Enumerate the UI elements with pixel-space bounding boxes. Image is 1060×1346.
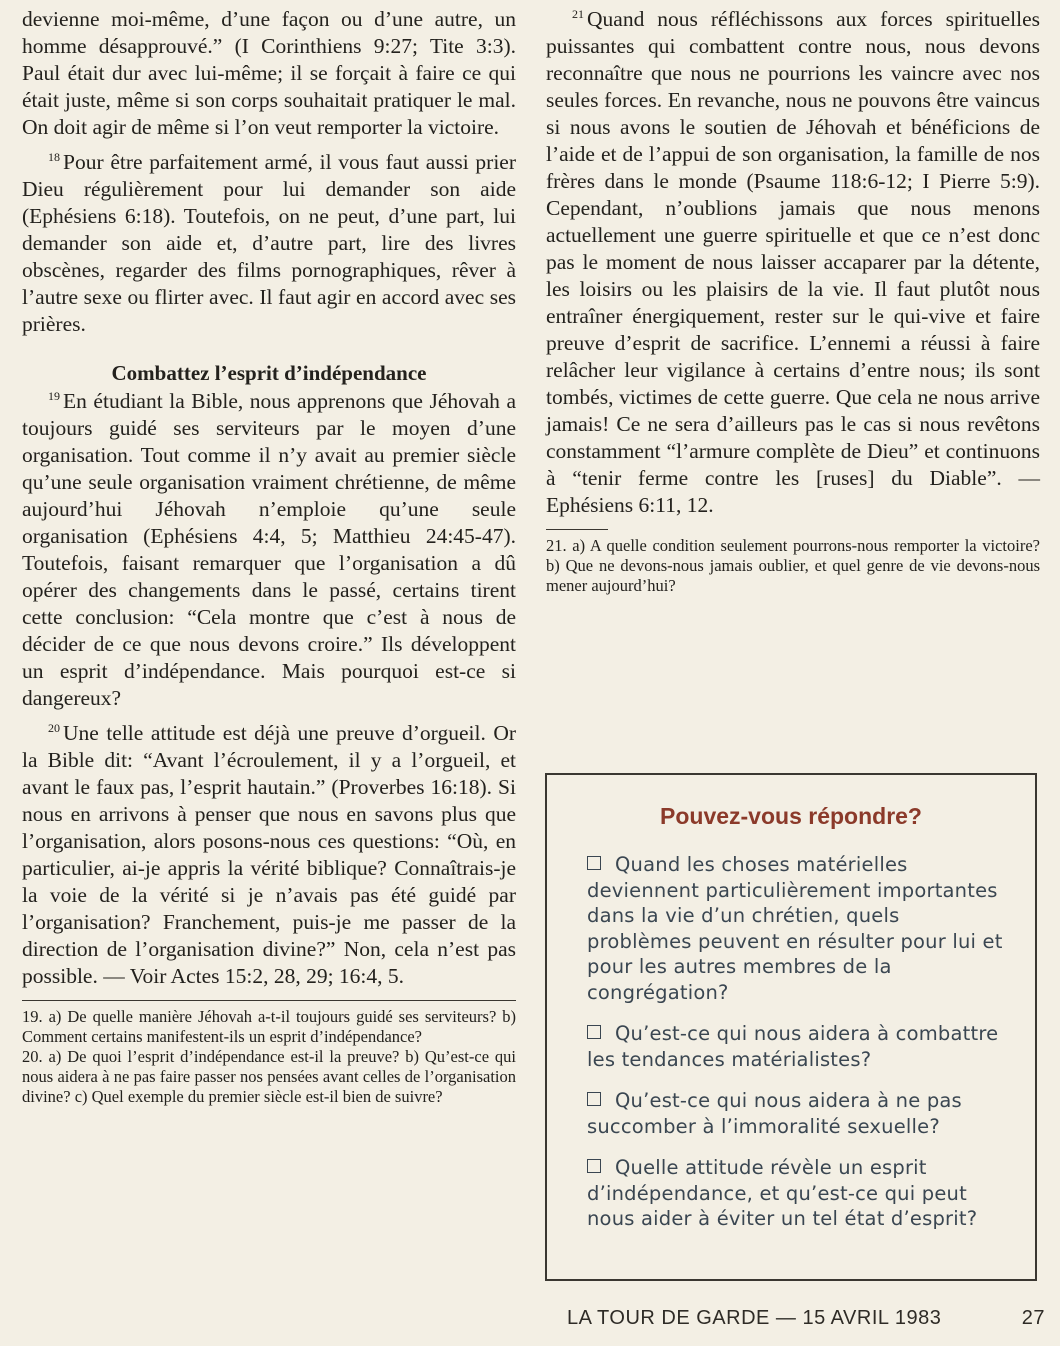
study-question-19: 19. a) De quelle manière Jéhovah a-t-il toujours guidé ses serviteurs? b) Comment certains manifestent-ils un esprit d’indépendance? — [22, 1007, 516, 1046]
page-number: 27 — [1021, 1307, 1045, 1329]
section-subheading: Combattez l’esprit d’indépendance — [111, 361, 427, 385]
review-box-title: Pouvez-vous répondre? — [660, 803, 922, 829]
study-question-21: 21. a) A quelle condition seulement pourrons-nous remporter la victoire? b) Que ne devons-nous jamais oublier, et quel genre de vie devons-nous mener aujourd’hui? — [546, 536, 1040, 595]
checkbox-icon — [587, 1025, 601, 1039]
checkbox-icon — [587, 1159, 601, 1173]
paragraph-21 — [546, 6, 1040, 519]
footnote-divider — [546, 529, 608, 530]
checkbox-icon — [587, 856, 601, 870]
paragraph-20 — [22, 720, 516, 990]
paragraph-number: 21 — [572, 6, 584, 21]
left-column — [22, 6, 516, 1107]
review-question: Quand les choses matérielles deviennent particulièrement importantes dans la vie d’un chrétien, quels problèmes peuvent en résulter pour lui et pour les autres membres de la congrégation? — [587, 853, 1003, 1004]
review-question: Quelle attitude révèle un esprit d’indépendance, et qu’est-ce qui peut nous aider à éviter un tel état d’esprit? — [587, 1156, 978, 1230]
right-column — [546, 6, 1040, 596]
paragraph-text: Pour être parfaitement armé, il vous faut aussi prier Dieu régulièrement pour lui demander son aide (Ephésiens 6:18). Toutefois, on ne peut, d’une part, lui demander son aide et, d’autre part, lire des livres obscènes, regarder des films pornographiques, rêver à l’autre sexe ou flirter avec. Il faut agir en accord avec ses prières. — [22, 150, 516, 336]
paragraph-text: En étudiant la Bible, nous apprenons que Jéhovah a toujours guidé ses serviteurs par le moyen d’une organisation. Tout comme il n’y avait au premier siècle qu’une seule organisation vraiment chrétienne, de même aujourd’hui Jéhovah n’emploie qu’une seule organisation (Ephésiens 4:4, 5; Matthieu 24:45-47). Toutefois, faisant remarquer que l’organisation a dû opérer des changements dans le passé, certains tirent cette conclusion: “Cela montre que c’est à nous de décider de ce que nous devons croire.” Ils développent un esprit d’indépendance. Mais pourquoi est-ce si dangereux? — [22, 389, 516, 710]
paragraph-number: 20 — [48, 720, 60, 735]
publication-title: LA TOUR DE GARDE — 15 AVRIL 1983 — [567, 1307, 942, 1329]
footnote-divider — [22, 1000, 516, 1001]
paragraph-17-continued: devienne moi-même, d’une façon ou d’une autre, un homme désapprouvé.” (I Corinthiens 9:27; Tite 3:3). Paul était dur avec lui-même; il se forçait à faire ce qui était juste, même si son corps souhaitait pratiquer le mal. On doit agir de même si l’on veut remporter la victoire. — [22, 7, 516, 139]
review-question: Qu’est-ce qui nous aidera à combattre les tendances matérialistes? — [587, 1022, 999, 1071]
paragraph-19 — [22, 388, 516, 712]
study-question-20: 20. a) De quoi l’esprit d’indépendance est-il la preuve? b) Qu’est-ce qui nous aidera à ne pas faire passer nos pensées avant celles de l’organisation divine? c) Quel exemple du premier siècle est-il bien de suivre? — [22, 1047, 516, 1106]
paragraph-text: Quand nous réfléchissons aux forces spirituelles puissantes qui combattent contre nous, nous devons reconnaître que nous ne pourrions les vaincre avec nos seules forces. En revanche, nous ne pouvons être vaincus si nous avons le soutien de Jéhovah et bénéficions de l’aide et de l’appui de son organisation, la famille de nos frères dans le monde (Psaume 118:6-12; I Pierre 5:9). Cependant, n’oublions jamais que nous menons actuellement une guerre spirituelle et que ce n’est donc pas le moment de nous laisser accaparer par la détente, les loisirs ou les plaisirs de la vie. Il faut plutôt nous entraîner énergiquement, rester sur le qui-vive et faire preuve d’esprit de sacrifice. L’ennemi a réussi à faire relâcher leur vigilance à certains d’entre nous; ils sont tombés, victimes de cette guerre. Que cela ne nous arrive jamais! Ce ne sera d’ailleurs pas le cas si nous revêtons constamment “l’armure complète de Dieu” et continuons à “tenir ferme contre les [ruses] du Diable”. — Ephésiens 6:11, 12. — [546, 7, 1040, 517]
paragraph-text: Une telle attitude est déjà une preuve d’orgueil. Or la Bible dit: “Avant l’écroulement, il y a l’orgueil, et avant le faux pas, l’esprit hautain.” (Proverbes 16:18). Si nous en arrivons à penser que nous en savons plus que l’organisation, alors posons-nous ces questions: “Où, en particulier, ai-je appris la vérité biblique? Connaîtrais-je la voie de la vérité si je n’avais pas été guidé par l’organisation? Franchement, puis-je me passer de la direction de l’organisation divine?” Non, cela n’est pas possible. — Voir Actes 15:2, 28, 29; 16:4, 5. — [22, 721, 516, 988]
review-question: Qu’est-ce qui nous aidera à ne pas succomber à l’immoralité sexuelle? — [587, 1089, 962, 1138]
review-questions-box — [545, 773, 1037, 1281]
page-footer — [567, 1307, 1045, 1330]
paragraph-18 — [22, 149, 516, 338]
paragraph-number: 19 — [48, 388, 60, 403]
checkbox-icon — [587, 1092, 601, 1106]
paragraph-number: 18 — [48, 149, 60, 164]
